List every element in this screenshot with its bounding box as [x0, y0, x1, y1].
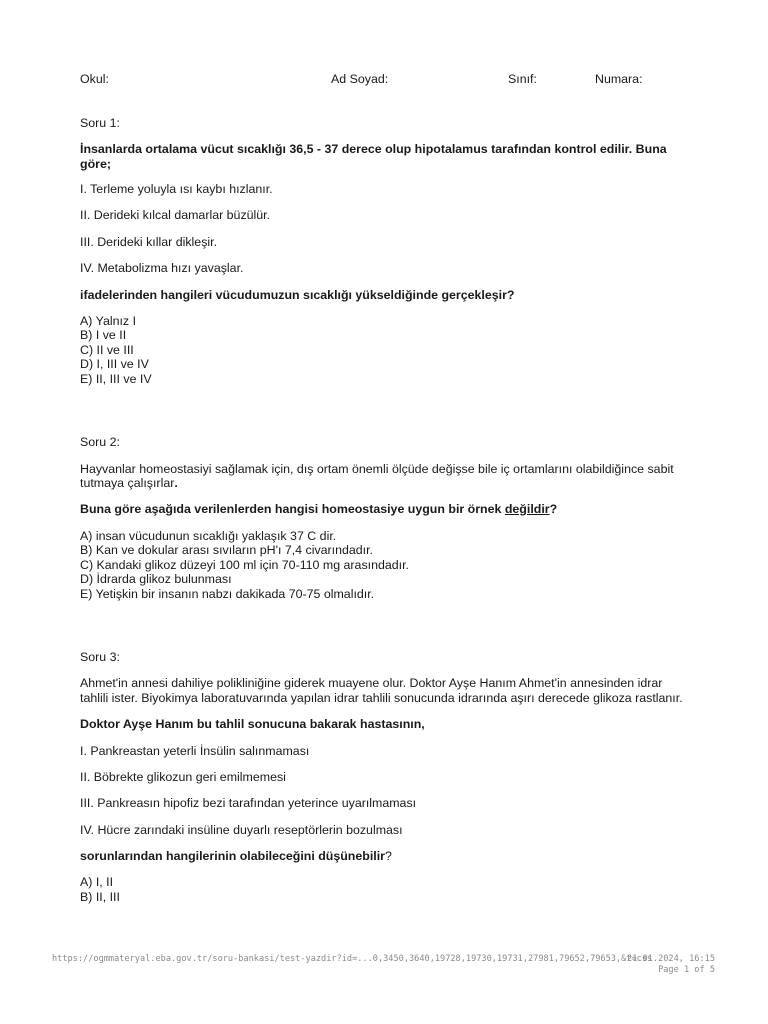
q3-stem-line1: Ahmet'in annesi dahiliye polikliniğine giderek muayene olur. Doktor Ayşe Hanım Ahmet'in annesinden idrar [80, 676, 663, 690]
q3-item-4: IV. Hücre zarındaki insüline duyarlı reseptörlerin bozulması [80, 823, 403, 837]
q2-question [80, 502, 557, 517]
q1-option-e: E) II, III ve IV [80, 372, 152, 386]
q2-option-e: E) Yetişkin bir insanın nabzı dakikada 70-75 olmalıdır. [80, 587, 375, 601]
label-ad-soyad: Ad Soyad: [331, 72, 389, 86]
q3-lead: Doktor Ayşe Hanım bu tahlil sonucuna bakarak hastasının, [80, 717, 425, 731]
q3-item-3: III. Pankreasın hipofiz bezi tarafından yeterince uyarılmaması [80, 796, 417, 810]
q3-option-a: A) I, II [80, 875, 114, 889]
q3-stem-line2: tahlili ister. Biyokimya laboratuvarında yapılan idrar tahlili sonucunda idrarında aşırı derecede glikoza rastlanır. [80, 691, 683, 705]
q3-item-1: I. Pankreastan yeterli İnsülin salınmaması [80, 744, 310, 758]
q1-question: ifadelerinden hangileri vücudumuzun sıcaklığı yükseldiğinde gerçekleşir? [80, 288, 515, 302]
q2-stem-line2 [80, 476, 178, 491]
q2-question-text: Buna göre aşağıda verilenlerden hangisi homeostasiye uygun bir örnek [80, 502, 505, 516]
label-numara: Numara: [595, 72, 643, 86]
q1-option-a: A) Yalnız I [80, 314, 137, 328]
q3-question [80, 849, 392, 864]
q3-question-mark: ? [385, 849, 392, 863]
q1-stem-line1: İnsanlarda ortalama vücut sıcaklığı 36,5 - 37 derece olup hipotalamus tarafından kontrol edilir. Buna [80, 142, 667, 156]
q3-option-b: B) II, III [80, 890, 120, 904]
q2-stem-line2-text: tutmaya çalışırlar [80, 476, 175, 490]
q2-option-b: B) Kan ve dokular arası sıvıların pH'ı 7,4 civarındadır. [80, 543, 373, 557]
footer-datetime: 21.01.2024, 16:15 [627, 954, 715, 964]
q1-item-4: IV. Metabolizma hızı yavaşlar. [80, 261, 244, 275]
q1-label: Soru 1: [80, 116, 120, 130]
q3-label: Soru 3: [80, 650, 120, 664]
label-okul: Okul: [80, 72, 109, 86]
q2-option-d: D) İdrarda glikoz bulunması [80, 572, 232, 586]
q2-stem-line1: Hayvanlar homeostasiyi sağlamak için, dış ortam önemli ölçüde değişse bile iç ortamlarını olabildiğince sabit [80, 462, 674, 476]
q2-question-mark: ? [549, 502, 558, 516]
footer-url: https://ogmmateryal.eba.gov.tr/soru-bankasi/test-yazdir?id=...0,3450,3640,19728,19730,19731,27981,79652,79653,&t=css [52, 954, 653, 964]
q2-option-a: A) insan vücudunun sıcaklığı yaklaşık 37 C dir. [80, 529, 337, 543]
q1-option-b: B) I ve II [80, 328, 127, 342]
q1-option-c: C) II ve III [80, 343, 134, 357]
q2-question-underlined: değildir [504, 502, 550, 516]
q1-item-3: III. Derideki kıllar dikleşir. [80, 235, 218, 249]
q2-option-c: C) Kandaki glikoz düzeyi 100 ml için 70-110 mg arasındadır. [80, 558, 409, 572]
q1-item-2: II. Derideki kılcal damarlar büzülür. [80, 208, 271, 222]
q2-label: Soru 2: [80, 435, 120, 449]
q1-option-d: D) I, III ve IV [80, 357, 149, 371]
q3-item-2: II. Böbrekte glikozun geri emilmemesi [80, 770, 286, 784]
q2-stem-line2-period: . [174, 476, 178, 490]
footer-page-number: Page 1 of 5 [658, 965, 715, 975]
q1-item-1: I. Terleme yoluyla ısı kaybı hızlanır. [80, 182, 273, 196]
label-sinif: Sınıf: [508, 72, 537, 86]
q3-question-text: sorunlarından hangilerinin olabileceğini düşünebilir [80, 849, 385, 863]
q1-stem-line2: göre; [80, 157, 111, 171]
